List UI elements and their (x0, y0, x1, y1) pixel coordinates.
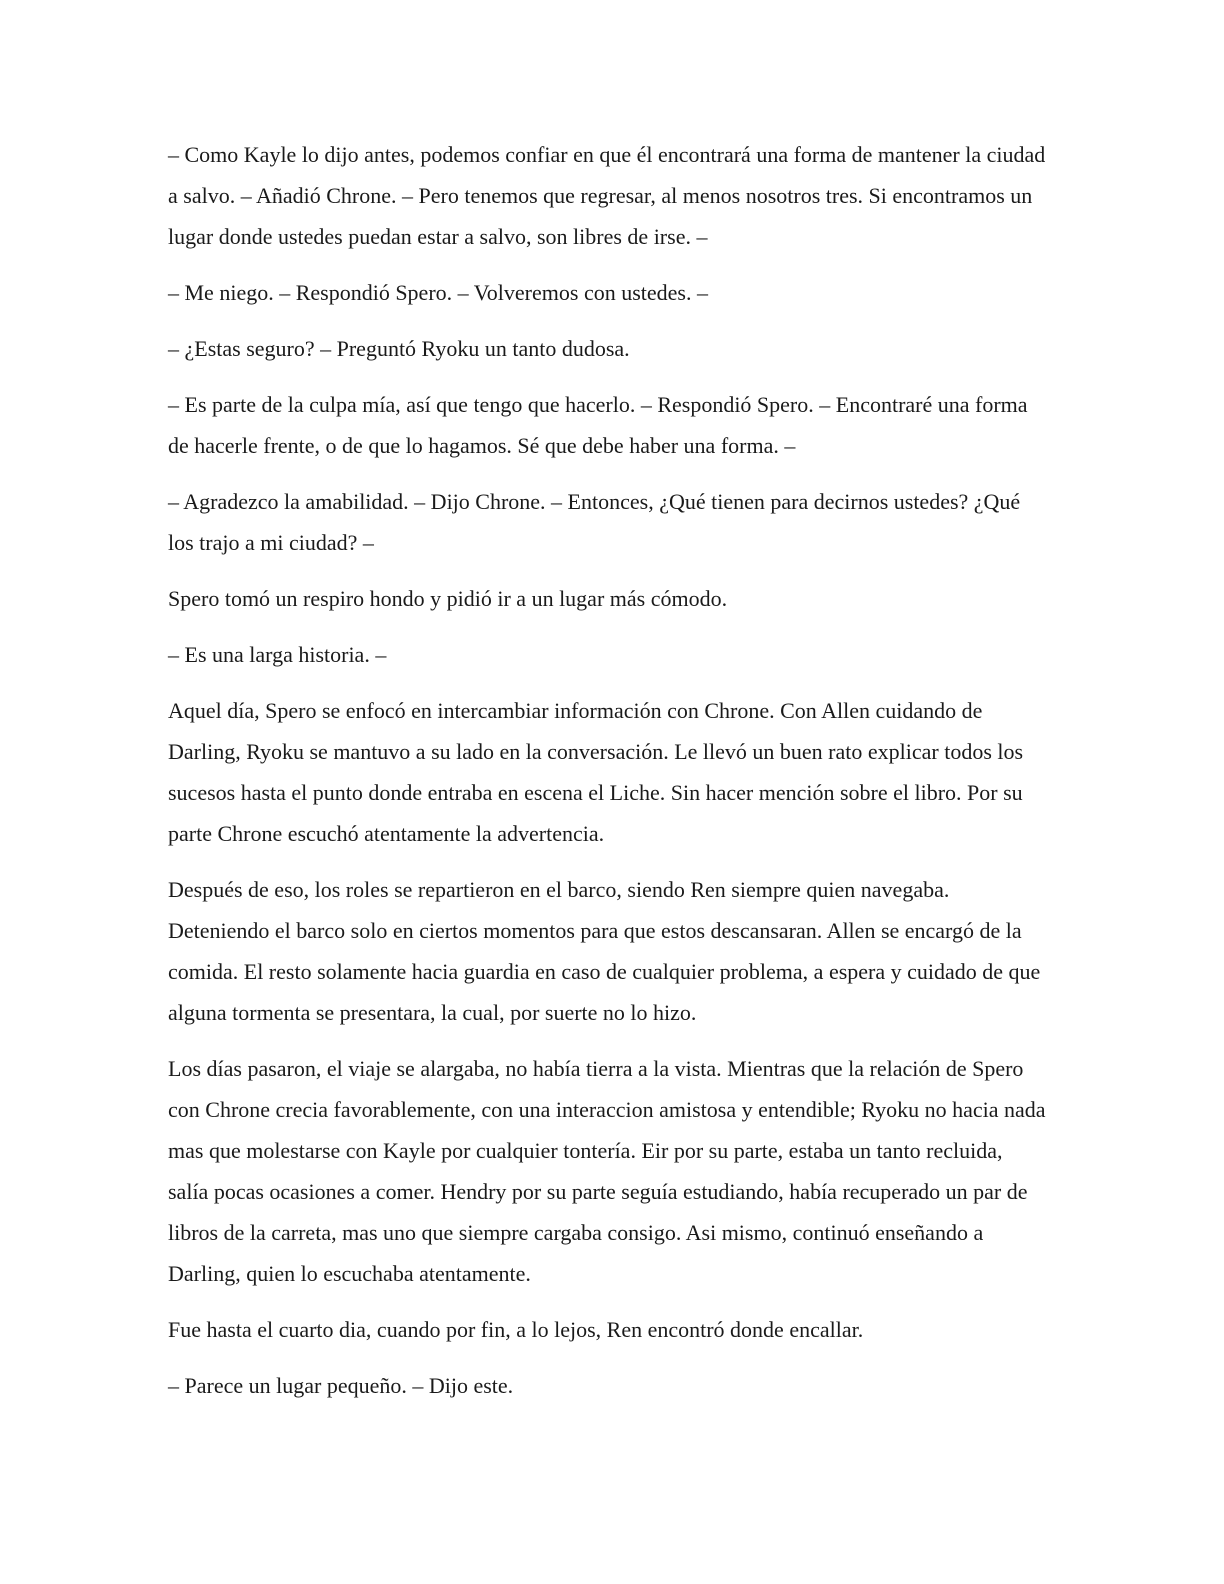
paragraph: – Agradezco la amabilidad. – Dijo Chrone. – Entonces, ¿Qué tienen para decirnos ustedes? ¿Qué los trajo a mi ciudad? – (168, 489, 1021, 555)
document-page (168, 134, 1046, 1421)
paragraph: Aquel día, Spero se enfocó en intercambiar información con Chrone. Con Allen cuidando de Darling, Ryoku se mantuvo a su lado en la conversación. Le llevó un buen rato explicar todos los sucesos hasta el punto donde entraba en escena el Liche. Sin hacer mención sobre el libro. Por su parte Chrone escuchó atentamente la advertencia. (168, 698, 1024, 846)
paragraph: Spero tomó un respiro hondo y pidió ir a un lugar más cómodo. (168, 586, 728, 611)
paragraph: Después de eso, los roles se repartieron en el barco, siendo Ren siempre quien navegaba. Deteniendo el barco solo en ciertos momentos para que estos descansaran. Allen se encargó de la comida. El resto solamente hacia guardia en caso de cualquier problema, a espera y cuidado de que alguna tormenta se presentara, la cual, por suerte no lo hizo. (168, 877, 1041, 1025)
paragraph: – Como Kayle lo dijo antes, podemos confiar en que él encontrará una forma de mantener la ciudad a salvo. – Añadió Chrone. – Pero tenemos que regresar, al menos nosotros tres. Si encontramos un lugar donde ustedes puedan estar a salvo, son libres de irse. – (168, 142, 1046, 249)
paragraph: – Es parte de la culpa mía, así que tengo que hacerlo. – Respondió Spero. – Encontraré una forma de hacerle frente, o de que lo hagamos. Sé que debe haber una forma. – (168, 392, 1028, 458)
paragraph: – Me niego. – Respondió Spero. – Volveremos con ustedes. – (168, 280, 708, 305)
paragraph: – Es una larga historia. – (168, 642, 387, 667)
paragraph: Los días pasaron, el viaje se alargaba, no había tierra a la vista. Mientras que la relación de Spero con Chrone crecia favorablemente, con una interaccion amistosa y entendible; Ryoku no hacia nada mas que molestarse con Kayle por cualquier tontería. Eir por su parte, estaba un tanto recluida, salía pocas ocasiones a comer. Hendry por su parte seguía estudiando, había recuperado un par de libros de la carreta, mas uno que siempre cargaba consigo. Asi mismo, continuó enseñando a Darling, quien lo escuchaba atentamente. (168, 1056, 1046, 1286)
paragraph: – ¿Estas seguro? – Preguntó Ryoku un tanto dudosa. (168, 336, 630, 361)
paragraph: Fue hasta el cuarto dia, cuando por fin, a lo lejos, Ren encontró donde encallar. (168, 1317, 864, 1342)
paragraph: – Parece un lugar pequeño. – Dijo este. (168, 1373, 514, 1398)
